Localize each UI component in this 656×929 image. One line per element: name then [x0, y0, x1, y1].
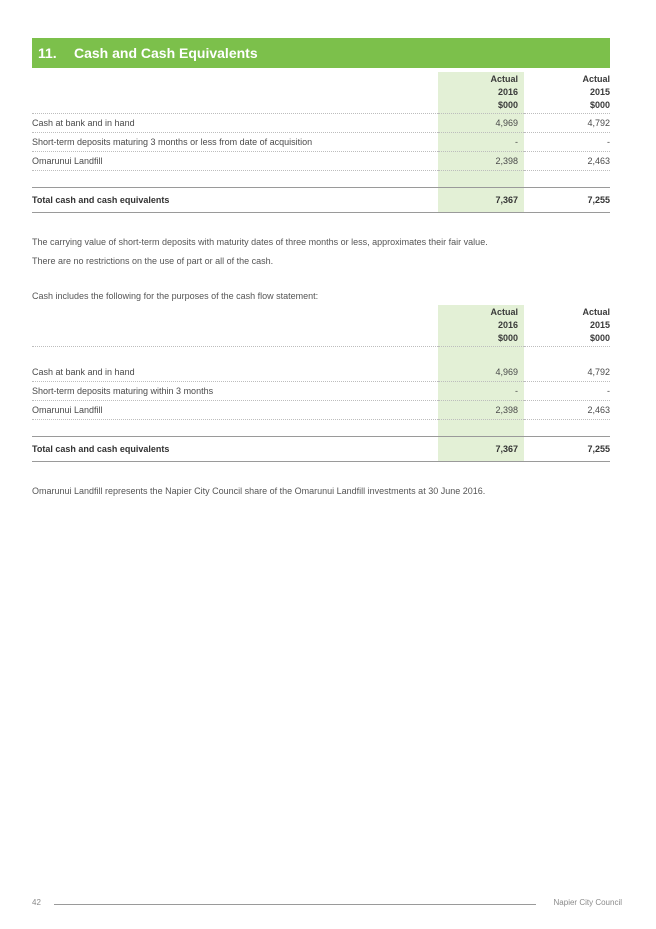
total-row: Total cash and cash equivalents 7,367 7,255: [32, 437, 610, 462]
page-number: 42: [32, 898, 41, 907]
note-carrying-value: The carrying value of short-term deposits with maturity dates of three months or less, approximates their fair value.: [32, 237, 488, 247]
total-row: Total cash and cash equivalents 7,367 7,255: [32, 188, 610, 213]
footer-rule: [54, 904, 536, 905]
table-row: Cash at bank and in hand 4,969 4,792: [32, 114, 610, 133]
col-2015-header: Actual: [582, 73, 610, 84]
table-row: Omarunui Landfill 2,398 2,463: [32, 401, 610, 420]
col-2015-header: Actual: [582, 306, 610, 317]
page-footer: [32, 896, 622, 910]
table-row: Short-term deposits maturing 3 months or less from date of acquisition - -: [32, 133, 610, 152]
footer-organisation: Napier City Council: [553, 898, 622, 907]
col-2016-header: Actual: [438, 72, 524, 85]
cash-flow-intro: Cash includes the following for the purposes of the cash flow statement:: [32, 291, 319, 301]
section-title: Cash and Cash Equivalents: [74, 45, 258, 61]
col-2016-header: Actual: [438, 305, 524, 318]
section-number: 11.: [38, 45, 57, 61]
table-row: Short-term deposits maturing within 3 months - -: [32, 382, 610, 401]
note-omarunui: Omarunui Landfill represents the Napier City Council share of the Omarunui Landfill investments at 30 June 2016.: [32, 486, 486, 496]
note-restrictions: There are no restrictions on the use of part or all of the cash.: [32, 256, 274, 266]
table-row: Omarunui Landfill 2,398 2,463: [32, 152, 610, 171]
cash-flow-table: Actual Actual 2016 2015 $000 $000 Cash at bank and in hand 4,969 4,792 Short-term deposits maturing within 3 months - - Omarunui Landfill 2,398 2,463 Total cash and cash equivalents 7,367 7,255: [32, 305, 610, 462]
page: [32, 38, 610, 496]
cash-table: Actual Actual 2016 2015 $000 $000 Cash at bank and in hand 4,969 4,792 Short-term deposits maturing 3 months or less from date of acquisition - - Omarunui Landfill 2,398 2,463 Total cash and cash equivalents 7,367 7,255: [32, 72, 610, 213]
section-header: [32, 38, 610, 68]
table-row: Cash at bank and in hand 4,969 4,792: [32, 363, 610, 382]
